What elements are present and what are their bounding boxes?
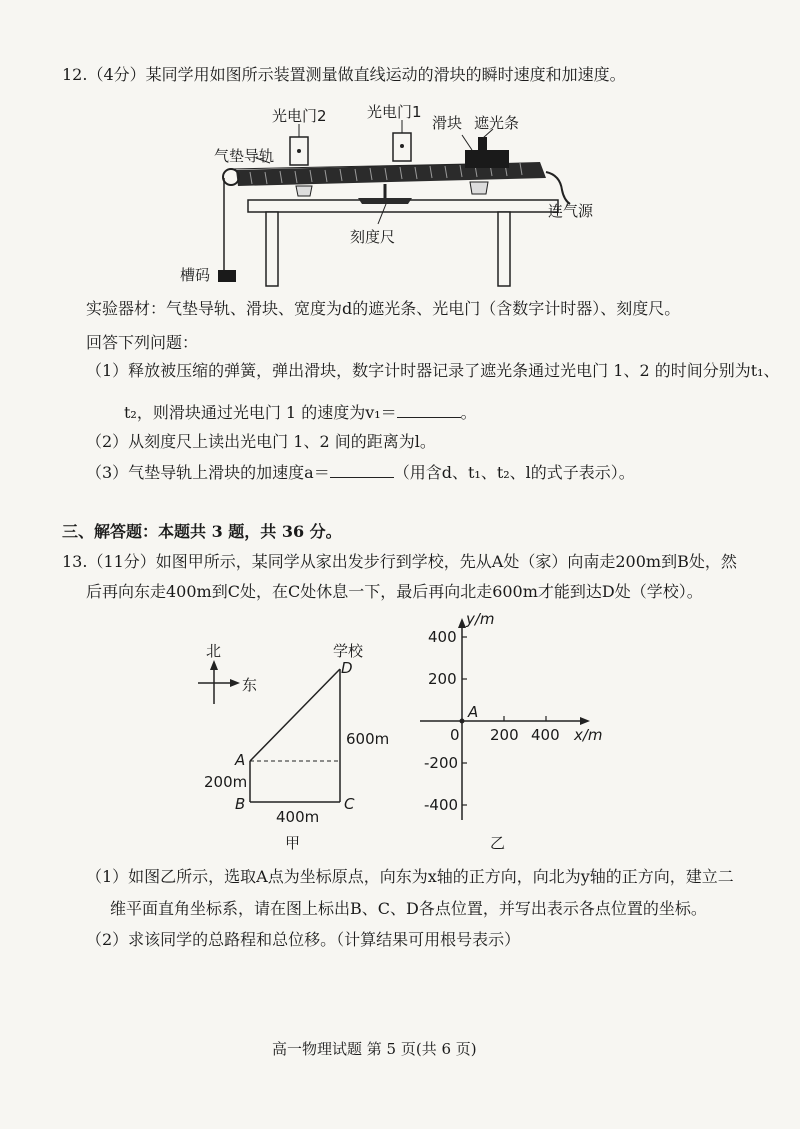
q12-equipment: 实验器材：气垫导轨、滑块、宽度为d的遮光条、光电门（含数字计时器）、刻度尺。 <box>86 299 681 318</box>
y-axis-arrow-icon <box>458 618 466 628</box>
q12-part3-end: （用含d、t₁、t₂、l的式子表示）。 <box>393 463 635 482</box>
caption-yi: 乙 <box>490 834 506 852</box>
section-3-heading: 三、解答题：本题共 3 题，共 36 分。 <box>62 522 342 541</box>
length-ab: 200m <box>204 773 248 791</box>
ytick-200: 200 <box>428 670 457 688</box>
caption-jia: 甲 <box>285 834 301 852</box>
length-cd: 600m <box>346 730 390 748</box>
origin-point <box>460 719 465 724</box>
label-gate2: 光电门2 <box>272 107 327 125</box>
label-gate1: 光电门1 <box>367 103 422 121</box>
q13-part1-line2: 维平面直角坐标系，请在图上标出B、C、D各点位置，并写出表示各点位置的坐标。 <box>110 899 707 918</box>
q13-stem-line2: 后再向东走400m到C处，在C处休息一下，最后再向北走600m才能到达D处（学校）。 <box>86 582 703 601</box>
label-slider: 滑块 <box>432 114 463 132</box>
origin-label: 0 <box>450 726 460 744</box>
label-air: 连气源 <box>548 202 594 220</box>
x-axis-label: x/m <box>574 726 603 744</box>
q12-intro: 回答下列问题： <box>86 333 199 352</box>
label-ruler: 刻度尺 <box>350 228 396 246</box>
q12-part1-line1: （1）释放被压缩的弹簧，弹出滑块，数字计时器记录了遮光条通过光电门 1、2 的时间分别为t₁、 <box>86 361 780 380</box>
label-north: 北 <box>206 642 222 660</box>
q12-stem: 12.（4分）某同学用如图所示装置测量做直线运动的滑块的瞬时速度和加速度。 <box>62 65 626 84</box>
label-track: 气垫导轨 <box>214 147 275 165</box>
label-east: 东 <box>242 676 258 694</box>
length-bc: 400m <box>276 808 320 826</box>
page-footer: 高一物理试题 第 5 页(共 6 页) <box>272 1040 477 1058</box>
q13-stem-line1: 13.（11分）如图甲所示，某同学从家出发步行到学校，先从A处（家）向南走200m到B处，然 <box>62 552 737 571</box>
q12-part1-text: t₂，则滑块通过光电门 1 的速度为v₁＝ <box>124 403 397 422</box>
y-axis-label: y/m <box>466 610 495 628</box>
q13-part1-line1: （1）如图乙所示，选取A点为坐标原点，向东为x轴的正方向，向北为y轴的正方向，建立二 <box>86 867 734 886</box>
xtick-200: 200 <box>490 726 519 744</box>
point-c-label: C <box>344 795 355 813</box>
q12-part1-end: 。 <box>460 403 477 422</box>
point-d-label: D <box>341 659 353 677</box>
ytick-neg200: -200 <box>424 754 459 772</box>
ytick-400: 400 <box>428 628 457 646</box>
x-axis-arrow-icon <box>580 717 590 725</box>
xtick-400: 400 <box>531 726 560 744</box>
label-weight: 槽码 <box>180 266 211 284</box>
q12-part3-text: （3）气垫导轨上滑块的加速度a＝ <box>86 463 330 482</box>
point-a-origin-label: A <box>468 703 479 721</box>
q12-part2: （2）从刻度尺上读出光电门 1、2 间的距离为l。 <box>86 432 436 451</box>
ytick-neg400: -400 <box>424 796 459 814</box>
label-strip: 遮光条 <box>474 114 520 132</box>
q13-part2: （2）求该同学的总路程和总位移。（计算结果可用根号表示） <box>86 930 521 949</box>
label-school: 学校 <box>333 642 364 660</box>
point-a-label: A <box>235 751 246 769</box>
point-b-label: B <box>235 795 246 813</box>
